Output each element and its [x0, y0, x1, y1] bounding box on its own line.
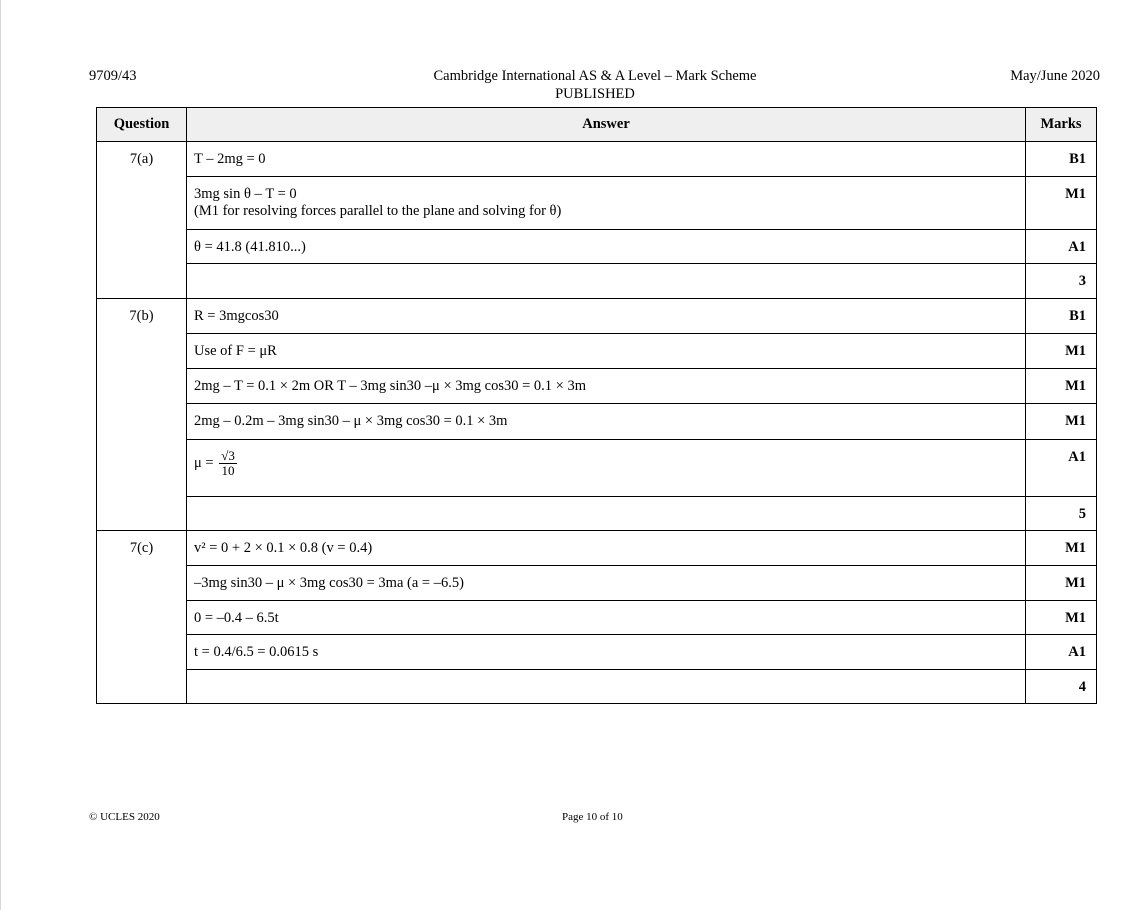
table-row: [97, 497, 1097, 531]
mark-cell: A1: [1026, 440, 1097, 497]
answer-cell: θ = 41.8 (41.810...): [187, 230, 1026, 264]
answer-cell: 2mg – T = 0.1 × 2m OR T – 3mg sin30 –μ × 3mg cos30 = 0.1 × 3m: [187, 369, 1026, 404]
answer-cell: T – 2mg = 0: [187, 142, 1026, 177]
answer-cell: [187, 177, 1026, 230]
answer-cell-empty: [187, 264, 1026, 299]
table-row: [97, 531, 1097, 566]
mark-scheme-table: [96, 107, 1097, 704]
mark-cell: A1: [1026, 635, 1097, 670]
page-edge: [0, 0, 1, 910]
table-row: [97, 142, 1097, 177]
table-row: [97, 264, 1097, 299]
paper-code: 9709/43: [89, 68, 137, 84]
answer-note: (M1 for resolving forces parallel to the plane and solving for θ): [194, 203, 562, 219]
mu-lhs: μ =: [194, 454, 214, 471]
table-header-row: [97, 108, 1097, 142]
answer-cell: 0 = –0.4 – 6.5t: [187, 601, 1026, 635]
mark-cell: M1: [1026, 601, 1097, 635]
answer-cell-empty: [187, 497, 1026, 531]
total-marks-7b: 5: [1026, 497, 1097, 531]
table-row: [97, 635, 1097, 670]
question-label-7c: 7(c): [97, 531, 187, 704]
table-row: [97, 177, 1097, 230]
mark-cell: M1: [1026, 177, 1097, 230]
answer-cell: v² = 0 + 2 × 0.1 × 0.8 (v = 0.4): [187, 531, 1026, 566]
exam-session: May/June 2020: [1010, 68, 1100, 84]
mark-cell: M1: [1026, 404, 1097, 440]
copyright: © UCLES 2020: [89, 811, 160, 823]
answer-cell: 2mg – 0.2m – 3mg sin30 – μ × 3mg cos30 = 0.1 × 3m: [187, 404, 1026, 440]
fraction-denominator: 10: [221, 463, 235, 478]
fraction-numerator: √3: [221, 448, 235, 463]
table-row: [97, 670, 1097, 704]
title-line-2: PUBLISHED: [555, 86, 635, 102]
mark-cell: M1: [1026, 369, 1097, 404]
mark-cell: B1: [1026, 299, 1097, 334]
answer-cell: t = 0.4/6.5 = 0.0615 s: [187, 635, 1026, 670]
answer-cell: R = 3mgcos30: [187, 299, 1026, 334]
fraction: [219, 449, 237, 478]
mark-cell: M1: [1026, 531, 1097, 566]
total-marks-7c: 4: [1026, 670, 1097, 704]
mark-cell: M1: [1026, 566, 1097, 601]
table-row: [97, 299, 1097, 334]
mark-cell: M1: [1026, 334, 1097, 369]
table-row: [97, 601, 1097, 635]
table-row: [97, 334, 1097, 369]
question-label-7a: 7(a): [97, 142, 187, 299]
table-row: [97, 440, 1097, 497]
title-line-1: Cambridge International AS & A Level – Mark Scheme: [433, 68, 757, 84]
answer-column-header: Answer: [187, 108, 1026, 142]
total-marks-7a: 3: [1026, 264, 1097, 299]
answer-cell: [187, 440, 1026, 497]
question-column-header: Question: [97, 108, 187, 142]
page-number: Page 10 of 10: [562, 811, 623, 823]
answer-cell-empty: [187, 670, 1026, 704]
document-title: [395, 67, 795, 103]
mark-cell: A1: [1026, 230, 1097, 264]
question-label-7b: 7(b): [97, 299, 187, 531]
table-row: [97, 404, 1097, 440]
answer-cell: –3mg sin30 – μ × 3mg cos30 = 3ma (a = –6.5): [187, 566, 1026, 601]
mark-cell: B1: [1026, 142, 1097, 177]
table-row: [97, 230, 1097, 264]
table-row: [97, 566, 1097, 601]
marks-column-header: Marks: [1026, 108, 1097, 142]
answer-line: 3mg sin θ – T = 0: [194, 186, 297, 202]
answer-cell: Use of F = μR: [187, 334, 1026, 369]
table-row: [97, 369, 1097, 404]
